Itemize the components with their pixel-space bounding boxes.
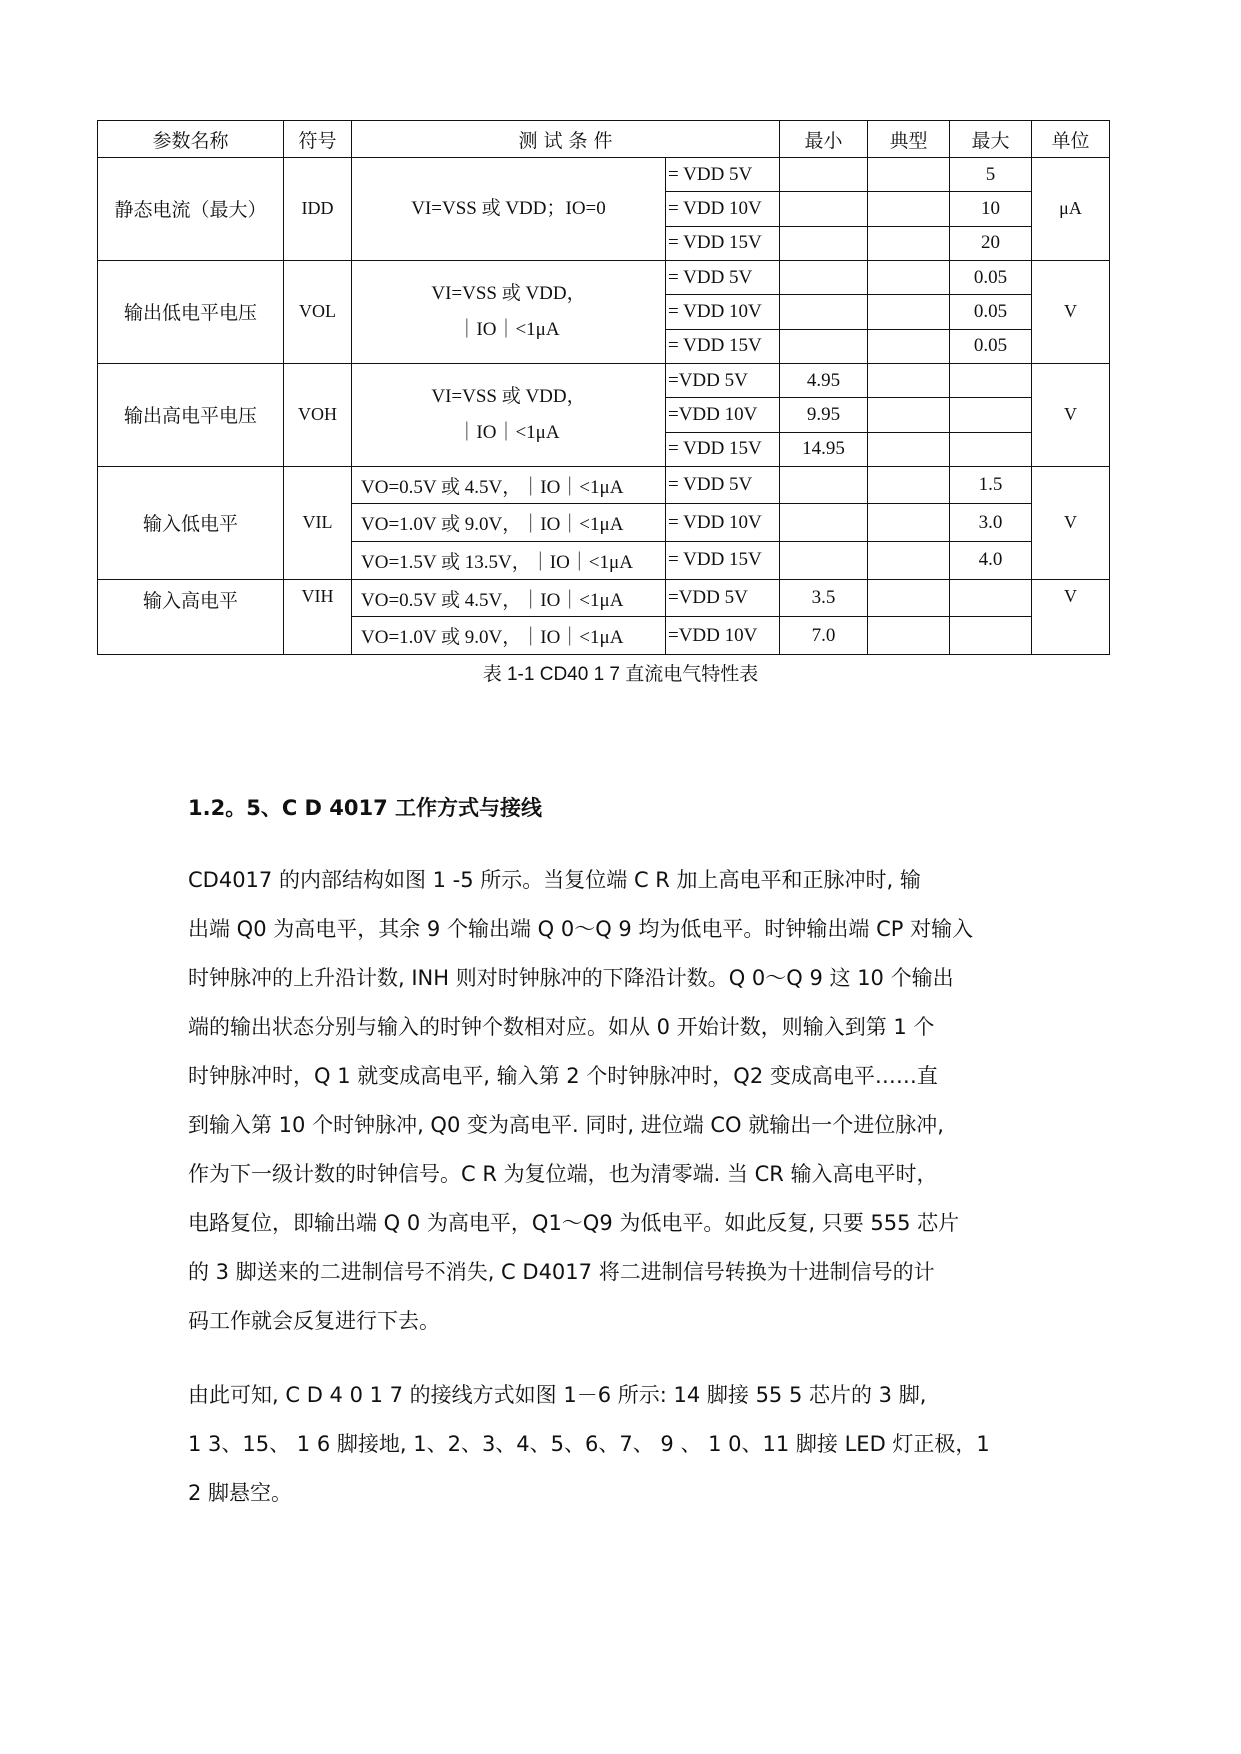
min-cell bbox=[780, 192, 868, 226]
condition-line: VI=VSS 或 VDD， bbox=[431, 385, 586, 407]
max-cell bbox=[950, 363, 1032, 397]
unit-cell: V bbox=[1032, 579, 1110, 654]
paragraph-line: 1 3、15、 1 6 脚接地, 1、2、3、4、5、6、7、 9 、 1 0、11 脚接 LED 灯正极，1 bbox=[188, 1432, 990, 1456]
test-condition-cell: VO=0.5V 或 4.5V，｜IO｜<1μA bbox=[352, 466, 666, 504]
header-test-conditions: 测 试 条 件 bbox=[352, 121, 780, 158]
paragraph-line: 时钟脉冲的上升沿计数, INH 则对时钟脉冲的下降沿计数。Q 0～Q 9 这 10 个输出 bbox=[188, 966, 954, 990]
param-name-cell: 静态电流（最大） bbox=[98, 158, 284, 261]
max-cell: 1.5 bbox=[950, 466, 1032, 504]
table-row bbox=[98, 260, 1110, 294]
symbol-cell: VOL bbox=[284, 260, 352, 363]
typ-cell bbox=[868, 158, 950, 192]
symbol-cell: VOH bbox=[284, 363, 352, 466]
min-cell bbox=[780, 542, 868, 580]
vdd-cell: =VDD 10V bbox=[666, 398, 780, 432]
condition-line: VI=VSS 或 VDD；IO=0 bbox=[411, 197, 606, 219]
condition-line: ｜IO｜<1μA bbox=[457, 421, 560, 443]
typ-cell bbox=[868, 295, 950, 329]
typ-cell bbox=[868, 617, 950, 655]
table-header-row bbox=[98, 121, 1110, 158]
dc-characteristics-table bbox=[97, 120, 1110, 655]
condition-line: VI=VSS 或 VDD， bbox=[431, 282, 586, 304]
min-cell bbox=[780, 158, 868, 192]
header-typ: 典型 bbox=[868, 121, 950, 158]
typ-cell bbox=[868, 579, 950, 617]
unit-cell: V bbox=[1032, 363, 1110, 466]
vdd-cell: = VDD 15V bbox=[666, 329, 780, 363]
paragraph-line: 2 脚悬空。 bbox=[188, 1481, 293, 1505]
min-cell: 3.5 bbox=[780, 579, 868, 617]
paragraph-line: 时钟脉冲时，Q 1 就变成高电平, 输入第 2 个时钟脉冲时，Q2 变成高电平……直 bbox=[188, 1064, 938, 1088]
min-cell: 14.95 bbox=[780, 432, 868, 466]
param-name-cell: 输入高电平 bbox=[98, 579, 284, 654]
max-cell: 0.05 bbox=[950, 260, 1032, 294]
typ-cell bbox=[868, 260, 950, 294]
typ-cell bbox=[868, 329, 950, 363]
max-cell: 5 bbox=[950, 158, 1032, 192]
typ-cell bbox=[868, 226, 950, 260]
vdd-cell: = VDD 10V bbox=[666, 192, 780, 226]
max-cell bbox=[950, 398, 1032, 432]
test-condition-cell: VO=0.5V 或 4.5V，｜IO｜<1μA bbox=[352, 579, 666, 617]
paragraph-internal-structure bbox=[188, 856, 1058, 1346]
typ-cell bbox=[868, 466, 950, 504]
paragraph-line: 的 3 脚送来的二进制信号不消失, C D4017 将二进制信号转换为十进制信号的计 bbox=[188, 1260, 935, 1284]
paragraph-line: 由此可知, C D 4 0 1 7 的接线方式如图 1－6 所示: 14 脚接 55 5 芯片的 3 脚, bbox=[188, 1383, 927, 1407]
symbol-cell: VIL bbox=[284, 466, 352, 579]
typ-cell bbox=[868, 432, 950, 466]
max-cell bbox=[950, 432, 1032, 466]
min-cell bbox=[780, 504, 868, 542]
param-name-cell: 输入低电平 bbox=[98, 466, 284, 579]
vdd-cell: = VDD 15V bbox=[666, 432, 780, 466]
table-row bbox=[98, 579, 1110, 617]
min-cell bbox=[780, 260, 868, 294]
test-condition-cell: VO=1.5V 或 13.5V，｜IO｜<1μA bbox=[352, 542, 666, 580]
min-cell: 4.95 bbox=[780, 363, 868, 397]
paragraph-line: 作为下一级计数的时钟信号。C R 为复位端，也为清零端. 当 CR 输入高电平时， bbox=[188, 1162, 938, 1186]
vdd-cell: = VDD 5V bbox=[666, 466, 780, 504]
vdd-cell: =VDD 5V bbox=[666, 363, 780, 397]
condition-line: ｜IO｜<1μA bbox=[457, 318, 560, 340]
test-condition-cell bbox=[352, 158, 666, 261]
table-row bbox=[98, 466, 1110, 504]
vdd-cell: = VDD 10V bbox=[666, 504, 780, 542]
max-cell: 10 bbox=[950, 192, 1032, 226]
vdd-cell: = VDD 15V bbox=[666, 226, 780, 260]
test-condition-cell bbox=[352, 260, 666, 363]
unit-cell: V bbox=[1032, 260, 1110, 363]
vdd-cell: = VDD 15V bbox=[666, 542, 780, 580]
vdd-cell: = VDD 5V bbox=[666, 260, 780, 294]
param-name-cell: 输出高电平电压 bbox=[98, 363, 284, 466]
paragraph-line: CD4017 的内部结构如图 1 -5 所示。当复位端 C R 加上高电平和正脉冲时, 输 bbox=[188, 868, 921, 892]
min-cell: 7.0 bbox=[780, 617, 868, 655]
max-cell bbox=[950, 617, 1032, 655]
min-cell: 9.95 bbox=[780, 398, 868, 432]
header-max: 最大 bbox=[950, 121, 1032, 158]
table-body bbox=[98, 158, 1110, 655]
min-cell bbox=[780, 466, 868, 504]
symbol-cell: IDD bbox=[284, 158, 352, 261]
test-condition-cell bbox=[352, 363, 666, 466]
header-symbol: 符号 bbox=[284, 121, 352, 158]
param-name-cell: 输出低电平电压 bbox=[98, 260, 284, 363]
max-cell: 0.05 bbox=[950, 295, 1032, 329]
header-unit: 单位 bbox=[1032, 121, 1110, 158]
paragraph-line: 电路复位，即输出端 Q 0 为高电平，Q1～Q9 为低电平。如此反复, 只要 555 芯片 bbox=[188, 1211, 960, 1235]
max-cell bbox=[950, 579, 1032, 617]
max-cell: 3.0 bbox=[950, 504, 1032, 542]
header-min: 最小 bbox=[780, 121, 868, 158]
vdd-cell: = VDD 10V bbox=[666, 295, 780, 329]
table-row bbox=[98, 363, 1110, 397]
paragraph-line: 出端 Q0 为高电平，其余 9 个输出端 Q 0～Q 9 均为低电平。时钟输出端 CP 对输入 bbox=[188, 917, 974, 941]
test-condition-cell: VO=1.0V 或 9.0V，｜IO｜<1μA bbox=[352, 617, 666, 655]
vdd-cell: =VDD 5V bbox=[666, 579, 780, 617]
min-cell bbox=[780, 295, 868, 329]
max-cell: 4.0 bbox=[950, 542, 1032, 580]
unit-cell: μA bbox=[1032, 158, 1110, 261]
typ-cell bbox=[868, 363, 950, 397]
typ-cell bbox=[868, 398, 950, 432]
min-cell bbox=[780, 226, 868, 260]
min-cell bbox=[780, 329, 868, 363]
max-cell: 0.05 bbox=[950, 329, 1032, 363]
table-row bbox=[98, 158, 1110, 192]
unit-cell: V bbox=[1032, 466, 1110, 579]
max-cell: 20 bbox=[950, 226, 1032, 260]
test-condition-cell: VO=1.0V 或 9.0V，｜IO｜<1μA bbox=[352, 504, 666, 542]
header-param-name: 参数名称 bbox=[98, 121, 284, 158]
section-heading: 1.2。5、C D 4017 工作方式与接线 bbox=[188, 796, 543, 820]
symbol-cell: VIH bbox=[284, 579, 352, 654]
table-caption: 表 1-1 CD40 1 7 直流电气特性表 bbox=[482, 664, 759, 685]
paragraph-line: 到输入第 10 个时钟脉冲, Q0 变为高电平. 同时, 进位端 CO 就输出一个进位脉冲, bbox=[188, 1113, 944, 1137]
typ-cell bbox=[868, 542, 950, 580]
paragraph-line: 码工作就会反复进行下去。 bbox=[188, 1309, 440, 1333]
vdd-cell: =VDD 10V bbox=[666, 617, 780, 655]
paragraph-line: 端的输出状态分别与输入的时钟个数相对应。如从 0 开始计数，则输入到第 1 个 bbox=[188, 1015, 935, 1039]
typ-cell bbox=[868, 504, 950, 542]
typ-cell bbox=[868, 192, 950, 226]
vdd-cell: = VDD 5V bbox=[666, 158, 780, 192]
paragraph-wiring bbox=[188, 1371, 1058, 1518]
